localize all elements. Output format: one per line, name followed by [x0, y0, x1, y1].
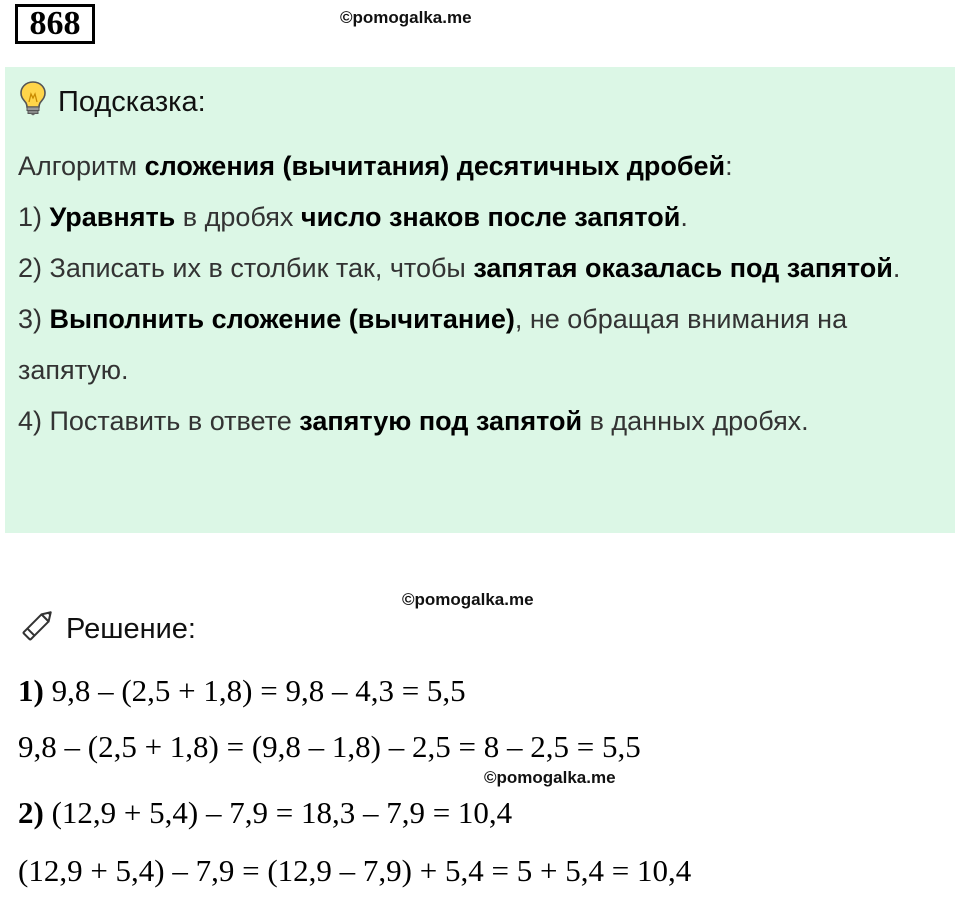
- solution-line-3: 2) (12,9 + 5,4) – 7,9 = 18,3 – 7,9 = 10,4: [18, 795, 513, 830]
- solution-line-1: 1) 9,8 – (2,5 + 1,8) = 9,8 – 4,3 = 5,5: [18, 673, 466, 708]
- lightbulb-icon: [18, 80, 48, 124]
- hint-line-4: 3) Выполнить сложение (вычитание), не обращая внимания на запятую.: [18, 304, 848, 385]
- watermark: ©pomogalka.me: [340, 8, 472, 27]
- watermark: ©pomogalka.me: [402, 590, 534, 609]
- pencil-icon: [18, 606, 58, 652]
- hint-title: Подсказка:: [58, 85, 206, 118]
- watermark: ©pomogalka.me: [484, 768, 616, 787]
- task-number: 868: [15, 4, 95, 44]
- hint-heading: [18, 80, 206, 124]
- solution-line-4: (12,9 + 5,4) – 7,9 = (12,9 – 7,9) + 5,4 = 5 + 5,4 = 10,4: [18, 853, 692, 888]
- hint-line-5: 4) Поставить в ответе запятую под запятой в данных дробях.: [18, 406, 809, 436]
- solution-line-2: 9,8 – (2,5 + 1,8) = (9,8 – 1,8) – 2,5 = 8 – 2,5 = 5,5: [18, 729, 641, 764]
- hint-body: [18, 141, 938, 447]
- solution-title: Решение:: [66, 612, 196, 645]
- hint-line-3: 2) Записать их в столбик так, чтобы запятая оказалась под запятой.: [18, 253, 901, 283]
- hint-line-1: Алгоритм сложения (вычитания) десятичных дробей:: [18, 151, 733, 181]
- hint-line-2: 1) Уравнять в дробях число знаков после запятой.: [18, 202, 688, 232]
- solution-heading: [18, 606, 196, 652]
